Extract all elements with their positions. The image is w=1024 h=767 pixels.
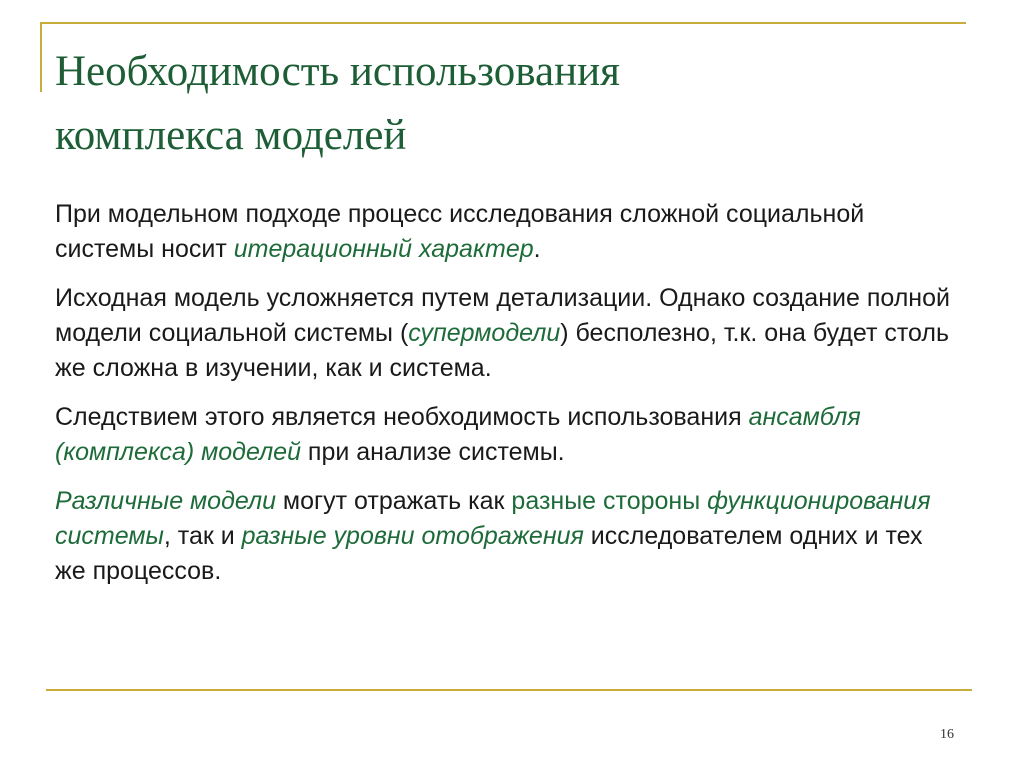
paragraph-4-emphasis-2: функционирования системы [55,487,931,550]
paragraph-3-text-b: при анализе системы. [300,438,565,466]
page-number: 16 [940,727,954,742]
paragraph-4-emphasis-3: разные уровни отображения [241,522,584,550]
paragraph-4-emphasis-1: Различные модели [55,487,276,515]
paragraph-4 [55,484,955,589]
paragraph-3-emphasis: ансамбля (комплекса) моделей [55,403,861,466]
paragraph-2-text-b: ) бесполезно, т.к. она будет столь же сложна в изучении, как и система. [55,319,949,382]
title-line-1: Необходимость использования [55,48,620,95]
paragraph-3 [55,400,955,470]
paragraph-1-text-b: . [533,235,541,263]
paragraph-4-text-d: исследователем одних и тех же процессов. [55,522,923,585]
slide-body [55,197,955,603]
paragraph-4-text-c: , так и [163,522,242,550]
paragraph-4-text-a: могут отражать как [275,487,512,515]
paragraph-2-text-a: Исходная модель усложняется путем детализации. Однако создание полной модели социальной системы ( [55,284,950,347]
frame-left-line [40,22,42,92]
paragraph-1-text-a: При модельном подходе процесс исследования сложной социальной системы носит [55,200,865,263]
slide-title [55,40,955,168]
title-line-2: комплекса моделей [55,112,407,159]
frame-bottom-line [46,689,972,691]
paragraph-3-text-a: Следствием этого является необходимость использования [55,403,749,431]
paragraph-2 [55,281,955,386]
paragraph-4-highlight: разные стороны [511,487,701,515]
paragraph-1-emphasis: итерационный характер [233,235,534,263]
paragraph-2-emphasis: супермодели [408,319,561,347]
frame-top-line [40,22,966,24]
paragraph-1 [55,197,955,267]
